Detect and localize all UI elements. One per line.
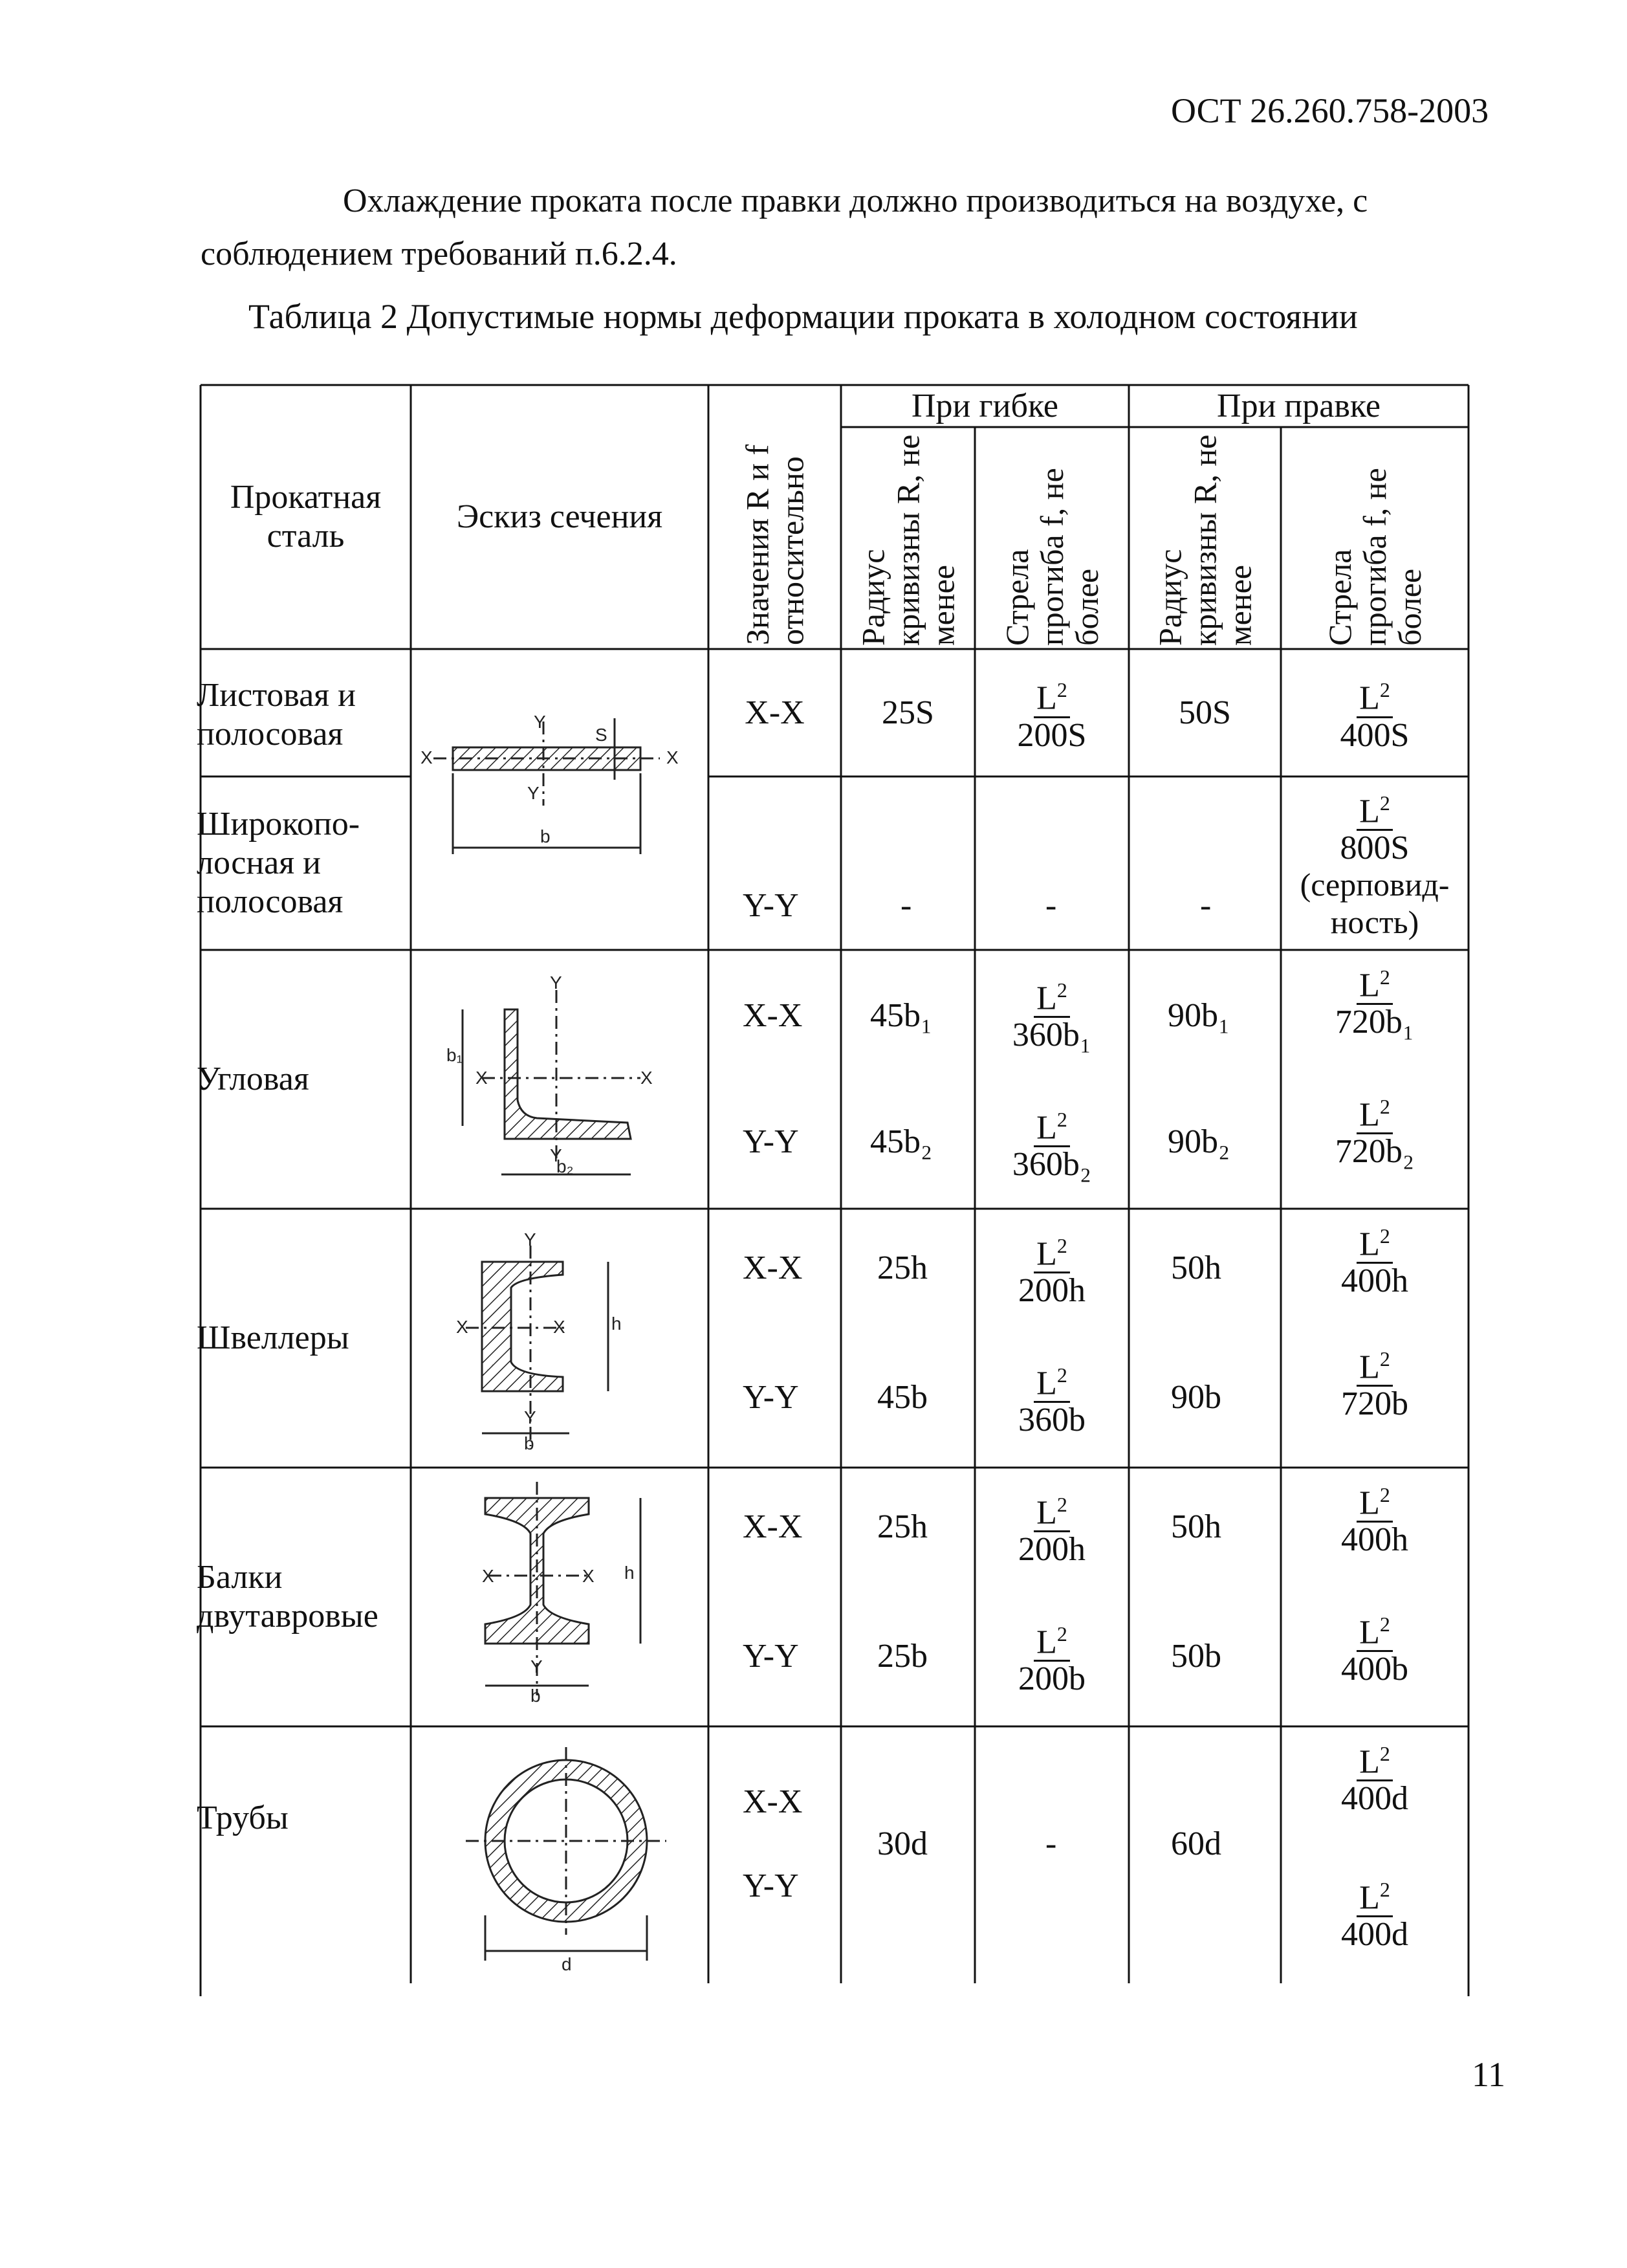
- angle-label-y-bottom: Y: [550, 1145, 562, 1165]
- ibeam-label-y-bottom: Y: [530, 1657, 543, 1677]
- row-sheet-name: Листовая и полосовая: [197, 677, 356, 753]
- row-ibeam-xx-axis: X-X: [743, 1508, 803, 1545]
- document-code: ОСТ 26.260.758-2003: [1171, 91, 1489, 130]
- row-wide-bend-f: -: [1045, 887, 1057, 924]
- ibeam-label-h: h: [624, 1563, 635, 1583]
- row-ibeam-yy-bend-f: $\frac{L^2}{200b}$: [975, 1608, 1129, 1705]
- sheet-label-y-top: Y: [534, 712, 546, 732]
- sheet-label-b: b: [540, 826, 551, 846]
- intro-paragraph: Охлаждение проката после правки должно производиться на воздухе, с соблюдением требований п.6.2.4.: [201, 182, 1368, 272]
- row-pipe-bend-f: -: [1045, 1825, 1057, 1862]
- row-angle-yy-bend-f: $\frac{L^2}{\text{360b₂}}$: [975, 1094, 1129, 1191]
- row-channel-yy-bend-r: 45b: [877, 1379, 928, 1416]
- angle-label-x-right: X: [640, 1068, 653, 1088]
- row-channel-xx-bend-f: $\frac{L^2}{200h}$: [975, 1220, 1129, 1317]
- header-str-radius: Радиус кривизны R, не менее: [1152, 434, 1258, 646]
- ibeam-label-x-left: X: [482, 1566, 494, 1586]
- ibeam-label-b: b: [530, 1686, 541, 1706]
- row-ibeam-xx-bend-r: 25h: [877, 1508, 928, 1545]
- row-channel-xx-str-f: $\frac{L^2}{400h}$: [1281, 1210, 1469, 1307]
- sheet-label-x-right: X: [666, 747, 679, 767]
- page-number: 11: [1472, 2055, 1505, 2094]
- row-angle-xx-str-r: 90b₁: [1168, 997, 1230, 1034]
- row-pipe-axis-xx: X-X: [743, 1783, 803, 1820]
- header-axis: Значения R и f относительно: [739, 444, 811, 645]
- row-sheet-str-r: 50S: [1179, 694, 1231, 731]
- row-wide-str-f: $\frac{L^2}{800S}$ (серповид-ность): [1281, 776, 1469, 950]
- row-ibeam-xx-bend-f: $\frac{L^2}{200h}$: [975, 1479, 1129, 1576]
- row-ibeam-name: Балки двутавровые: [197, 1559, 378, 1635]
- row-wide-bend-r: -: [901, 887, 912, 924]
- row-pipe-axis-yy: Y-Y: [743, 1867, 799, 1904]
- row-ibeam-yy-axis: Y-Y: [743, 1638, 799, 1675]
- row-pipe-str-f2: $\frac{L^2}{400d}$: [1281, 1864, 1469, 1961]
- table-caption: Таблица 2 Допустимые нормы деформации проката в холодном состоянии: [248, 297, 1358, 336]
- header-bend-radius: Радиус кривизны R, не менее: [855, 434, 961, 646]
- row-sheet-bend-r: 25S: [882, 694, 934, 731]
- pipe-label-d: d: [562, 1954, 572, 1974]
- row-sheet-str-f: $\frac{L^2}{400S}$: [1281, 649, 1469, 776]
- row-channel-yy-str-r: 90b: [1171, 1379, 1221, 1416]
- row-channel-yy-axis: Y-Y: [743, 1379, 799, 1416]
- row-angle-yy-bend-r: 45b₂: [870, 1123, 933, 1160]
- header-steel: Прокатная сталь: [230, 479, 382, 555]
- ibeam-sketch: [485, 1482, 640, 1695]
- row-sheet-bend-f: $\frac{L^2}{200S}$: [975, 649, 1129, 776]
- row-wide-axis: Y-Y: [743, 887, 799, 924]
- header-sketch: Эскиз сечения: [456, 498, 663, 535]
- row-ibeam-yy-str-f: $\frac{L^2}{400b}$: [1281, 1598, 1469, 1695]
- row-angle-name: Угловая: [197, 1061, 309, 1097]
- ibeam-label-x-right: X: [582, 1566, 595, 1586]
- row-ibeam-xx-str-r: 50h: [1171, 1508, 1221, 1545]
- header-bending-group: При гибке: [911, 388, 1059, 424]
- row-ibeam-xx-str-f: $\frac{L^2}{400h}$: [1281, 1469, 1469, 1566]
- sheet-label-x-left: X: [420, 747, 433, 767]
- row-angle-yy-axis: Y-Y: [743, 1123, 799, 1160]
- row-channel-xx-axis: X-X: [743, 1250, 803, 1286]
- row-channel-yy-bend-f: $\frac{L^2}{360b}$: [975, 1349, 1129, 1446]
- row-sheet-axis: X-X: [745, 694, 805, 731]
- sheet-label-y-bottom: Y: [527, 783, 540, 803]
- row-channel-xx-bend-r: 25h: [877, 1250, 928, 1286]
- row-pipe-str-r: 60d: [1171, 1825, 1221, 1862]
- angle-label-b2: b₂: [556, 1156, 574, 1176]
- row-angle-xx-bend-r: 45b₁: [870, 997, 933, 1034]
- channel-label-x-left: X: [456, 1317, 468, 1337]
- channel-label-b: b: [524, 1433, 534, 1453]
- angle-label-y-top: Y: [550, 973, 562, 993]
- header-str-deflection: Стрела прогиба f, не более: [1322, 468, 1428, 646]
- row-angle-xx-bend-f: $\frac{L^2}{\text{360b₁}}$: [975, 964, 1129, 1061]
- row-angle-yy-str-r: 90b₂: [1168, 1123, 1230, 1160]
- row-angle-xx-str-f: $\frac{L^2}{\text{720b₁}}$: [1281, 951, 1469, 1048]
- row-channel-name: Швеллеры: [197, 1319, 349, 1356]
- angle-label-x-left: X: [475, 1068, 488, 1088]
- row-channel-xx-str-r: 50h: [1171, 1250, 1221, 1286]
- channel-label-y-top: Y: [524, 1229, 536, 1250]
- channel-sketch: [466, 1246, 608, 1446]
- sheet-label-s: S: [595, 725, 607, 745]
- row-pipe-name: Трубы: [197, 1800, 289, 1836]
- channel-label-y-bottom: Y: [524, 1407, 536, 1427]
- row-wide-str-r: -: [1200, 887, 1212, 924]
- channel-label-h: h: [611, 1314, 622, 1334]
- header-straightening-group: При правке: [1217, 388, 1381, 424]
- pipe-sketch: [466, 1747, 666, 1961]
- row-ibeam-yy-str-r: 50b: [1171, 1638, 1221, 1675]
- row-pipe-bend-r: 30d: [877, 1825, 928, 1862]
- row-pipe-str-f: $\frac{L^2}{400d}$: [1281, 1728, 1469, 1825]
- header-bend-deflection: Стрела прогиба f, не более: [999, 468, 1105, 646]
- channel-label-x-right: X: [553, 1317, 565, 1337]
- row-angle-yy-str-f: $\frac{L^2}{\text{720b₂}}$: [1281, 1081, 1469, 1178]
- row-channel-yy-str-f: $\frac{L^2}{720b}$: [1281, 1333, 1469, 1430]
- row-angle-xx-axis: X-X: [743, 997, 803, 1034]
- row-ibeam-yy-bend-r: 25b: [877, 1638, 928, 1675]
- row-wide-name: Широкопо-лосная и полосовая: [197, 806, 360, 920]
- angle-label-b1: b₁: [446, 1045, 463, 1065]
